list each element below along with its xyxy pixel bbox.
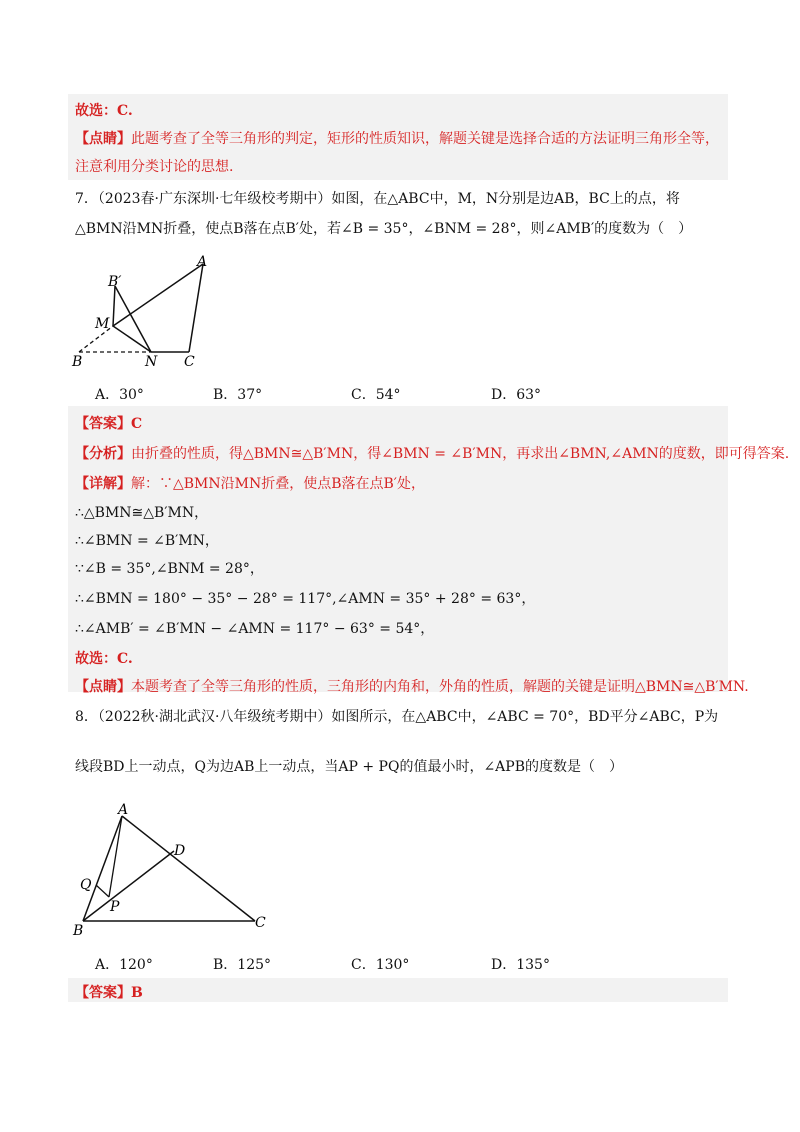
q8-answer-block xyxy=(68,978,728,1002)
q7-label-n: N xyxy=(145,354,158,370)
q7-option-d: D．63° xyxy=(491,387,542,403)
q7-analysis-tag: 【分析】 xyxy=(75,446,131,462)
q7-figure xyxy=(70,250,230,370)
q7-step-2: ∴∠BMN = ∠B′MN， xyxy=(75,533,219,549)
q8-label-c: C xyxy=(255,915,266,931)
q8-label-b: B xyxy=(73,923,84,939)
q7-comment-tag: 【点睛】 xyxy=(75,679,131,695)
q8-answer-value: B xyxy=(131,985,143,1001)
q7-comment-line xyxy=(75,676,749,696)
q7-answer-tag: 【答案】 xyxy=(75,416,131,432)
q7-label-a: A xyxy=(197,254,208,270)
q7-detail-tag: 【详解】 xyxy=(75,476,131,492)
q8-answer-tag: 【答案】 xyxy=(75,985,131,1001)
q7-stem-line-1: 7．（2023春·广东深圳·七年级校考期中）如图，在△ABC中，M，N分别是边AB，BC上的点，将 xyxy=(75,191,680,207)
q8-label-p: P xyxy=(110,899,120,915)
comment-line-1 xyxy=(75,128,719,148)
q7-option-b: B．37° xyxy=(213,387,263,403)
q7-option-c: C．54° xyxy=(351,387,401,403)
q8-label-d: D xyxy=(174,843,186,859)
q8-stem-line-2: 线段BD上一动点，Q为边AB上一动点，当AP + PQ的值最小时，∠APB的度数是（ ） xyxy=(75,759,623,775)
q7-label-b-prime: B′ xyxy=(108,274,122,290)
q8-answer-line xyxy=(75,982,143,1002)
q7-step-1: ∴△BMN≅△B′MN， xyxy=(75,505,209,521)
q8-stem-line-1: 8．（2022秋·湖北武汉·八年级统考期中）如图所示，在△ABC中，∠ABC = 70°，BD平分∠ABC，P为 xyxy=(75,709,719,725)
q7-step-4: ∴∠BMN = 180° − 35° − 28° = 117°,∠AMN = 35° + 28° = 63°， xyxy=(75,591,536,607)
q7-analysis-line xyxy=(75,443,789,463)
q7-detail-line xyxy=(75,473,425,493)
q7-option-a: A．30° xyxy=(95,387,144,403)
q7-choose-line: 故选：C. xyxy=(75,651,133,667)
q7-answer-value: C xyxy=(131,416,143,432)
q7-label-c: C xyxy=(184,354,195,370)
q8-option-a: A．120° xyxy=(95,957,153,973)
q8-option-c: C．130° xyxy=(351,957,410,973)
q8-option-b: B．125° xyxy=(213,957,272,973)
q8-label-a: A xyxy=(118,802,129,818)
comment-text: 此题考查了全等三角形的判定，矩形的性质知识，解题关键是选择合适的方法证明三角形全等， xyxy=(131,131,719,147)
q7-analysis-text: 由折叠的性质，得△BMN≅△B′MN，得∠BMN = ∠B′MN，再求出∠BMN,∠AMN的度数，即可得答案. xyxy=(131,446,790,462)
q7-comment-text: 本题考查了全等三角形的性质，三角形的内角和，外角的性质，解题的关键是证明△BMN≅△B′MN. xyxy=(131,679,749,695)
q7-answer-line xyxy=(75,413,142,433)
choose-line: 故选：C. xyxy=(75,103,133,119)
q7-stem-line-2: △BMN沿MN折叠，使点B落在点B′处，若∠B = 35°，∠BNM = 28°，则∠AMB′的度数为（ ） xyxy=(75,221,693,237)
q8-option-d: D．135° xyxy=(491,957,550,973)
q7-label-b: B xyxy=(72,354,83,370)
q7-label-m: M xyxy=(95,316,110,332)
q7-detail-text: 解：∵△BMN沿MN折叠，使点B落在点B′处， xyxy=(131,476,425,492)
q7-step-5: ∴∠AMB′ = ∠B′MN − ∠AMN = 117° − 63° = 54°， xyxy=(75,621,435,637)
q8-figure xyxy=(70,800,290,940)
q7-step-3: ∵∠B = 35°,∠BNM = 28°， xyxy=(75,561,264,577)
q8-label-q: Q xyxy=(80,877,92,893)
comment-line-2: 注意利用分类讨论的思想. xyxy=(75,159,234,175)
comment-tag: 【点睛】 xyxy=(75,131,131,147)
